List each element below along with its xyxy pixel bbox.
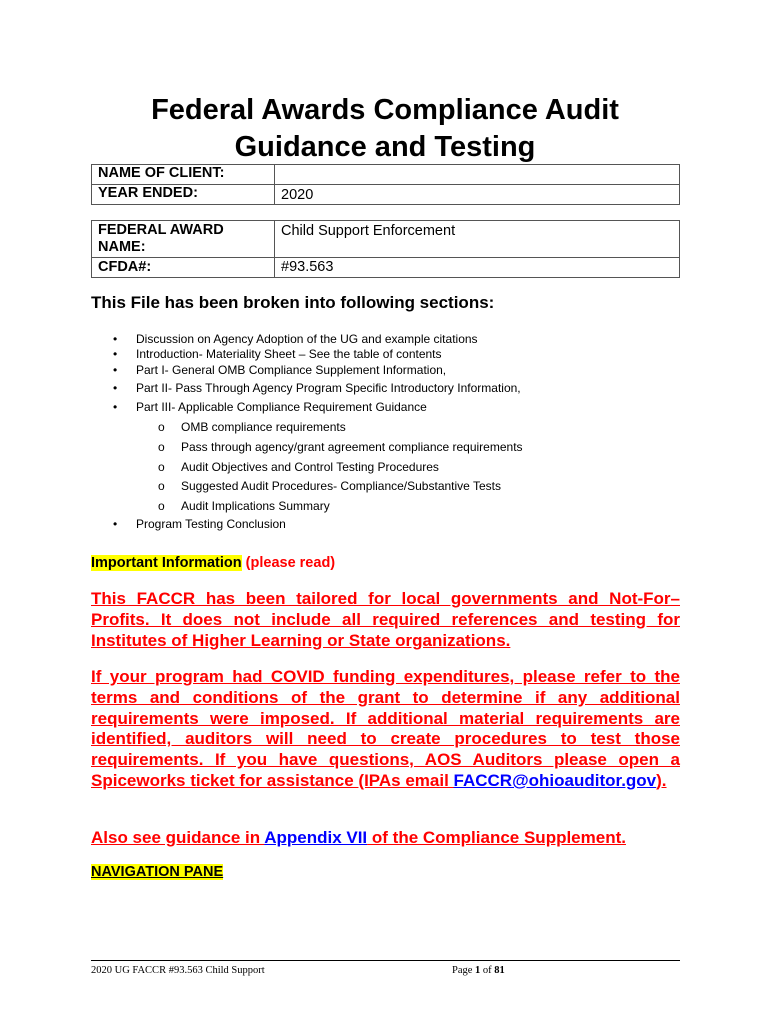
subsection-label: Audit Implications Summary bbox=[181, 499, 330, 514]
title-line-1: Federal Awards Compliance Audit bbox=[151, 94, 619, 126]
sections-heading: This File has been broken into following sections: bbox=[91, 293, 495, 312]
circle-bullet-icon: o bbox=[158, 439, 165, 454]
covid-notice-text: If your program had COVID funding expenditures, please refer to the terms and conditions of the grant to determine if any additional requirements were imposed. If additional material requirements are identified, auditors will need to create procedures to test those requirements. If you have questions, AOS Auditors please open a Spiceworks ticket for assistance (IPAs email bbox=[91, 667, 680, 790]
important-label: Important Information bbox=[91, 555, 242, 571]
table-row bbox=[92, 221, 680, 258]
list-item bbox=[91, 347, 651, 362]
bullet-icon: • bbox=[113, 517, 118, 532]
important-note: (please read) bbox=[241, 555, 336, 571]
award-name-label: FEDERAL AWARD NAME: bbox=[92, 221, 275, 258]
page-word: Page bbox=[452, 965, 476, 976]
footer-divider bbox=[91, 960, 680, 961]
circle-bullet-icon: o bbox=[158, 459, 165, 474]
list-item bbox=[91, 477, 651, 497]
subsection-label: Pass through agency/grant agreement compliance requirements bbox=[181, 439, 523, 454]
document-title bbox=[90, 92, 680, 166]
title-line-2: Guidance and Testing bbox=[234, 131, 536, 163]
section-label: Part I- General OMB Compliance Supplement Information, bbox=[136, 362, 447, 377]
list-item bbox=[91, 438, 651, 458]
cfda-label: CFDA#: bbox=[92, 258, 275, 278]
table-row bbox=[92, 258, 680, 278]
list-item bbox=[91, 363, 651, 382]
covid-notice-tail: ). bbox=[656, 770, 667, 790]
section-label: Program Testing Conclusion bbox=[136, 517, 286, 532]
list-item bbox=[91, 458, 651, 478]
circle-bullet-icon: o bbox=[158, 479, 165, 494]
appendix-guidance-pre: Also see guidance in bbox=[91, 828, 265, 847]
footer-document-name: 2020 UG FACCR #93.563 Child Support bbox=[91, 965, 265, 976]
covid-notice bbox=[91, 667, 680, 792]
faccr-email-link[interactable]: FACCR@ohioauditor.gov bbox=[453, 770, 657, 790]
section-label: Part III- Applicable Compliance Requirement Guidance bbox=[136, 399, 427, 414]
award-name-value[interactable]: Child Support Enforcement bbox=[275, 221, 680, 258]
bullet-icon: • bbox=[113, 362, 118, 377]
sections-list bbox=[91, 332, 651, 532]
subsection-label: OMB compliance requirements bbox=[181, 420, 346, 435]
important-information bbox=[91, 555, 335, 571]
table-row bbox=[92, 185, 680, 205]
client-name-label: NAME OF CLIENT: bbox=[92, 165, 275, 185]
subsection-label: Audit Objectives and Control Testing Procedures bbox=[181, 459, 439, 474]
list-item bbox=[91, 418, 651, 438]
navigation-pane-label: NAVIGATION PANE bbox=[91, 864, 224, 880]
award-info-table bbox=[91, 220, 680, 278]
footer-page-number bbox=[452, 965, 505, 976]
appendix-guidance bbox=[91, 828, 680, 849]
list-item bbox=[91, 517, 651, 532]
client-name-value[interactable] bbox=[275, 165, 680, 185]
circle-bullet-icon: o bbox=[158, 420, 165, 435]
faccr-tailored-notice: This FACCR has been tailored for local governments and Not-For–Profits. It does not include all required references and testing for Institutes of Higher Learning or State organizations. bbox=[91, 589, 680, 650]
list-item bbox=[91, 497, 651, 517]
year-ended-label: YEAR ENDED: bbox=[92, 185, 275, 205]
subsection-container bbox=[91, 418, 651, 517]
section-label: Discussion on Agency Adoption of the UG and example citations bbox=[136, 332, 478, 346]
list-item bbox=[91, 400, 651, 419]
of-word: of bbox=[480, 965, 495, 976]
bullet-icon: • bbox=[113, 381, 118, 396]
bullet-icon: • bbox=[113, 332, 118, 346]
cfda-value[interactable]: #93.563 bbox=[275, 258, 680, 278]
page-current: 1 bbox=[475, 965, 481, 976]
year-ended-value[interactable]: 2020 bbox=[275, 185, 680, 205]
list-item bbox=[91, 381, 651, 400]
section-label: Introduction- Materiality Sheet – See the table of contents bbox=[136, 347, 442, 362]
appendix-guidance-post: of the Compliance Supplement. bbox=[367, 828, 626, 847]
list-item bbox=[91, 332, 651, 347]
circle-bullet-icon: o bbox=[158, 499, 165, 514]
appendix-vii-link[interactable]: Appendix VII bbox=[264, 828, 368, 847]
bullet-icon: • bbox=[113, 399, 118, 414]
subsections-list bbox=[91, 418, 651, 517]
client-info-table bbox=[91, 164, 680, 205]
page-total: 81 bbox=[494, 965, 505, 976]
section-label: Part II- Pass Through Agency Program Specific Introductory Information, bbox=[136, 381, 521, 396]
bullet-icon: • bbox=[113, 347, 118, 362]
subsection-label: Suggested Audit Procedures- Compliance/Substantive Tests bbox=[181, 479, 501, 494]
table-row bbox=[92, 165, 680, 185]
